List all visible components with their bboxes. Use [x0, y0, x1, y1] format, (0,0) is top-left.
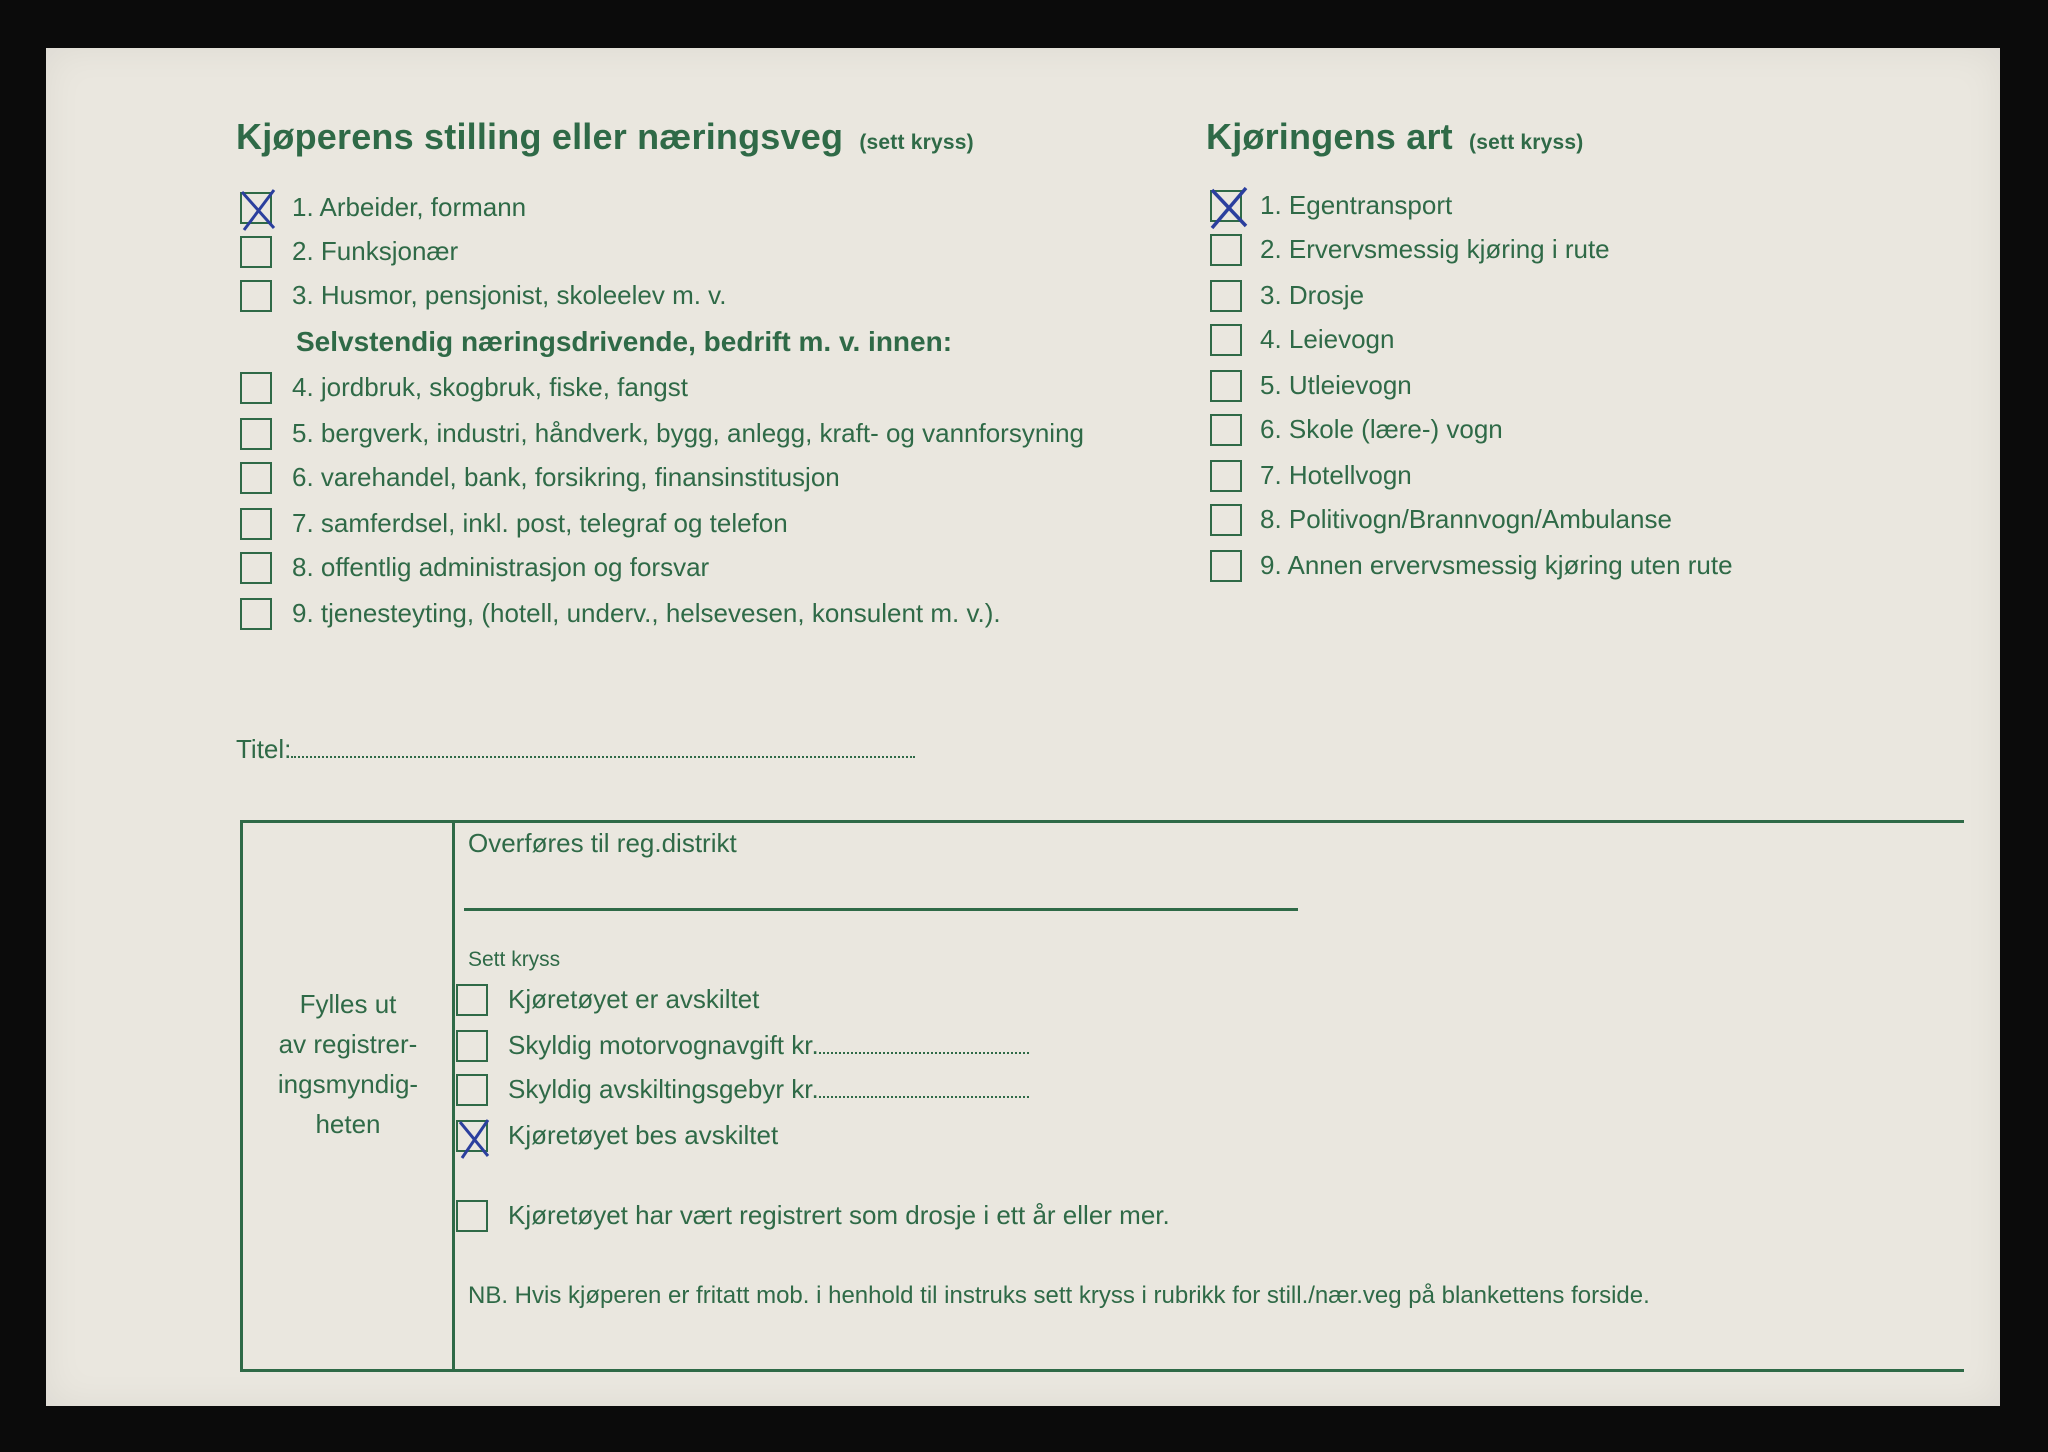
driving-item-2: 2. Ervervsmessig kjøring i rute	[1260, 234, 1610, 264]
checkbox-deregistered[interactable]	[456, 984, 488, 1016]
registry-item-deregistered: Kjøretøyet er avskiltet	[508, 984, 760, 1014]
checkbox-occupation-1[interactable]	[240, 192, 272, 224]
occupation-item-4: 4. jordbruk, skogbruk, fiske, fangst	[292, 372, 688, 402]
checkbox-taxi-registered[interactable]	[456, 1200, 488, 1232]
form-sheet	[46, 48, 2000, 1406]
checkbox-occupation-5[interactable]	[240, 418, 272, 450]
checkbox-occupation-7[interactable]	[240, 508, 272, 540]
checkbox-deregistration-fee[interactable]	[456, 1074, 488, 1106]
checkbox-driving-9[interactable]	[1210, 550, 1242, 582]
checkbox-occupation-9[interactable]	[240, 598, 272, 630]
checkbox-vehicle-tax[interactable]	[456, 1030, 488, 1062]
driving-item-3: 3. Drosje	[1260, 280, 1365, 310]
driving-item-4: 4. Leievogn	[1260, 324, 1395, 354]
registry-item-deregistration-fee: Skyldig avskiltingsgebyr kr.	[508, 1074, 1029, 1105]
self-employed-subheading: Selvstendig næringsdrivende, bedrift m. v. innen:	[296, 326, 953, 357]
sett-kryss-label: Sett kryss	[468, 948, 561, 971]
occupation-item-2: 2. Funksjonær	[292, 236, 459, 266]
registry-side-label: Fylles ut av registrer- ingsmyndig- heten	[277, 989, 419, 1139]
checkbox-driving-8[interactable]	[1210, 504, 1242, 536]
registry-item-request-deregistration: Kjøretøyet bes avskiltet	[508, 1120, 779, 1150]
title-field[interactable]: Titel:	[236, 734, 915, 765]
occupation-item-7: 7. samferdsel, inkl. post, telegraf og telefon	[292, 508, 788, 538]
checkbox-driving-2[interactable]	[1210, 234, 1242, 266]
occupation-item-6: 6. varehandel, bank, forsikring, finansinstitusjon	[292, 462, 840, 492]
occupation-item-1: 1. Arbeider, formann	[292, 192, 527, 222]
checkbox-driving-6[interactable]	[1210, 414, 1242, 446]
driving-item-1: 1. Egentransport	[1260, 190, 1453, 220]
checkbox-driving-4[interactable]	[1210, 324, 1242, 356]
checkbox-occupation-8[interactable]	[240, 552, 272, 584]
checkbox-driving-5[interactable]	[1210, 370, 1242, 402]
driving-item-5: 5. Utleievogn	[1260, 370, 1412, 400]
registry-note: NB. Hvis kjøperen er fritatt mob. i henhold til instruks sett kryss i rubrikk for still./nær.veg på blankettens forside.	[468, 1282, 1650, 1309]
registry-divider	[452, 820, 455, 1372]
driving-item-7: 7. Hotellvogn	[1260, 460, 1412, 490]
buyer-occupation-heading: Kjøperens stilling eller næringsveg (sett kryss)	[236, 116, 974, 157]
deregistration-fee-dotted-line	[819, 1096, 1029, 1098]
transfer-district-label: Overføres til reg.distrikt	[468, 828, 737, 858]
driving-item-6: 6. Skole (lære-) vogn	[1260, 414, 1503, 444]
title-dotted-line	[291, 756, 915, 758]
vehicle-tax-dotted-line	[819, 1052, 1029, 1054]
driving-item-9: 9. Annen ervervsmessig kjøring uten rute	[1260, 550, 1733, 580]
checkbox-driving-1[interactable]	[1210, 190, 1242, 222]
checkbox-occupation-6[interactable]	[240, 462, 272, 494]
occupation-item-3: 3. Husmor, pensjonist, skoleelev m. v.	[292, 280, 727, 310]
check-mark-icon	[452, 1114, 496, 1162]
occupation-item-5: 5. bergverk, industri, håndverk, bygg, anlegg, kraft- og vannforsyning	[292, 418, 1084, 448]
checkbox-request-deregistration[interactable]	[456, 1120, 488, 1152]
registry-item-vehicle-tax: Skyldig motorvognavgift kr.	[508, 1030, 1029, 1061]
occupation-item-8: 8. offentlig administrasjon og forsvar	[292, 552, 710, 582]
driving-item-8: 8. Politivogn/Brannvogn/Ambulanse	[1260, 504, 1672, 534]
occupation-item-9: 9. tjenesteyting, (hotell, underv., helsevesen, konsulent m. v.).	[292, 598, 1001, 628]
registry-item-taxi: Kjøretøyet har vært registrert som drosje i ett år eller mer.	[508, 1200, 1170, 1230]
checkbox-occupation-3[interactable]	[240, 280, 272, 312]
transfer-district-line[interactable]	[464, 908, 1298, 911]
checkbox-occupation-4[interactable]	[240, 372, 272, 404]
checkbox-occupation-2[interactable]	[240, 236, 272, 268]
checkbox-driving-3[interactable]	[1210, 280, 1242, 312]
check-mark-icon	[1206, 184, 1250, 232]
driving-type-heading: Kjøringens art (sett kryss)	[1206, 116, 1584, 157]
check-mark-icon	[236, 186, 280, 234]
checkbox-driving-7[interactable]	[1210, 460, 1242, 492]
